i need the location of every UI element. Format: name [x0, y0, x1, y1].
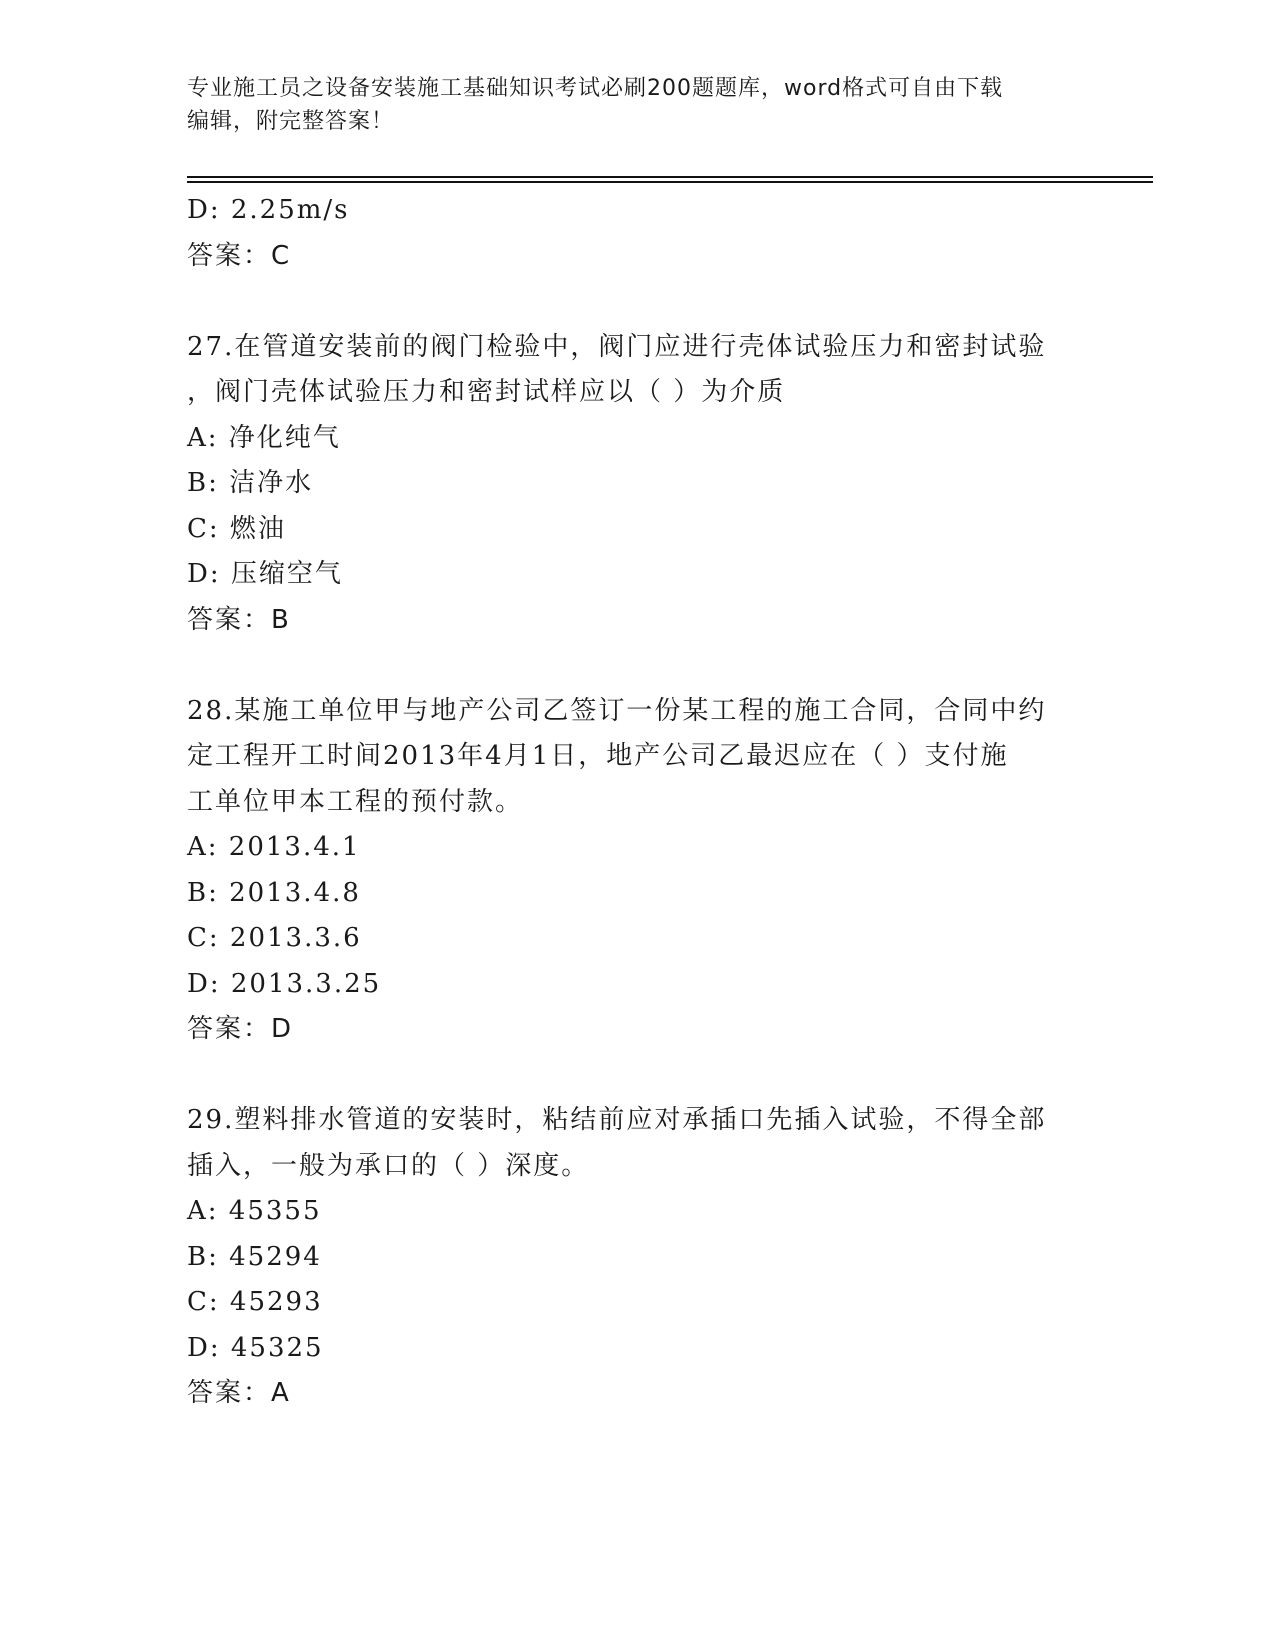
question-text-line: 定工程开工时间2013年4月1日，地产公司乙最迟应在（ ）支付施 [187, 741, 1009, 771]
header-line-1: 专业施工员之设备安装施工基础知识考试必刷200题题库，word格式可自由下载 [187, 76, 1004, 101]
question-27 [187, 325, 1087, 644]
option-c: C: 45293 [187, 1287, 323, 1317]
answer-line: 答案：A [187, 1378, 291, 1408]
previous-question-tail [187, 188, 1087, 279]
option-c: C: 燃油 [187, 513, 286, 544]
option-d: D: 2013.3.25 [187, 968, 382, 999]
option-a: A: 45355 [187, 1196, 322, 1226]
question-text-line: 插入，一般为承口的（ ）深度。 [187, 1150, 590, 1181]
question-text-line: ，阀门壳体试验压力和密封试样应以（ ）为介质 [187, 377, 786, 407]
question-text-line: 工单位甲本工程的预付款。 [187, 786, 524, 817]
question-28 [187, 689, 1087, 1053]
option-b: B: 2013.4.8 [187, 877, 361, 908]
question-text-line: 29.塑料排水管道的安装时，粘结前应对承插口先插入试验，不得全部 [187, 1105, 1047, 1135]
answer-line: 答案：B [187, 604, 291, 635]
option-d: D: 45325 [187, 1332, 324, 1363]
option-b: B: 洁净水 [187, 468, 314, 498]
option-d: D: 压缩空气 [187, 559, 343, 589]
option-c: C: 2013.3.6 [187, 923, 362, 953]
document-header [187, 72, 1087, 138]
option-d: D: 2.25m/s [187, 195, 350, 225]
answer-line: 答案：D [187, 1014, 294, 1044]
header-line-2: 编辑，附完整答案！ [187, 109, 395, 134]
answer-line: 答案：C [187, 240, 292, 271]
question-29 [187, 1098, 1087, 1417]
header-divider-top [187, 176, 1153, 178]
header-divider-bottom [187, 181, 1153, 183]
option-a: A: 2013.4.1 [187, 832, 361, 862]
option-b: B: 45294 [187, 1241, 322, 1272]
question-list [187, 188, 1087, 1417]
question-text-line: 28.某施工单位甲与地产公司乙签订一份某工程的施工合同，合同中约 [187, 695, 1047, 726]
option-a: A: 净化纯气 [187, 422, 341, 453]
question-text-line: 27.在管道安装前的阀门检验中，阀门应进行壳体试验压力和密封试验 [187, 331, 1047, 362]
